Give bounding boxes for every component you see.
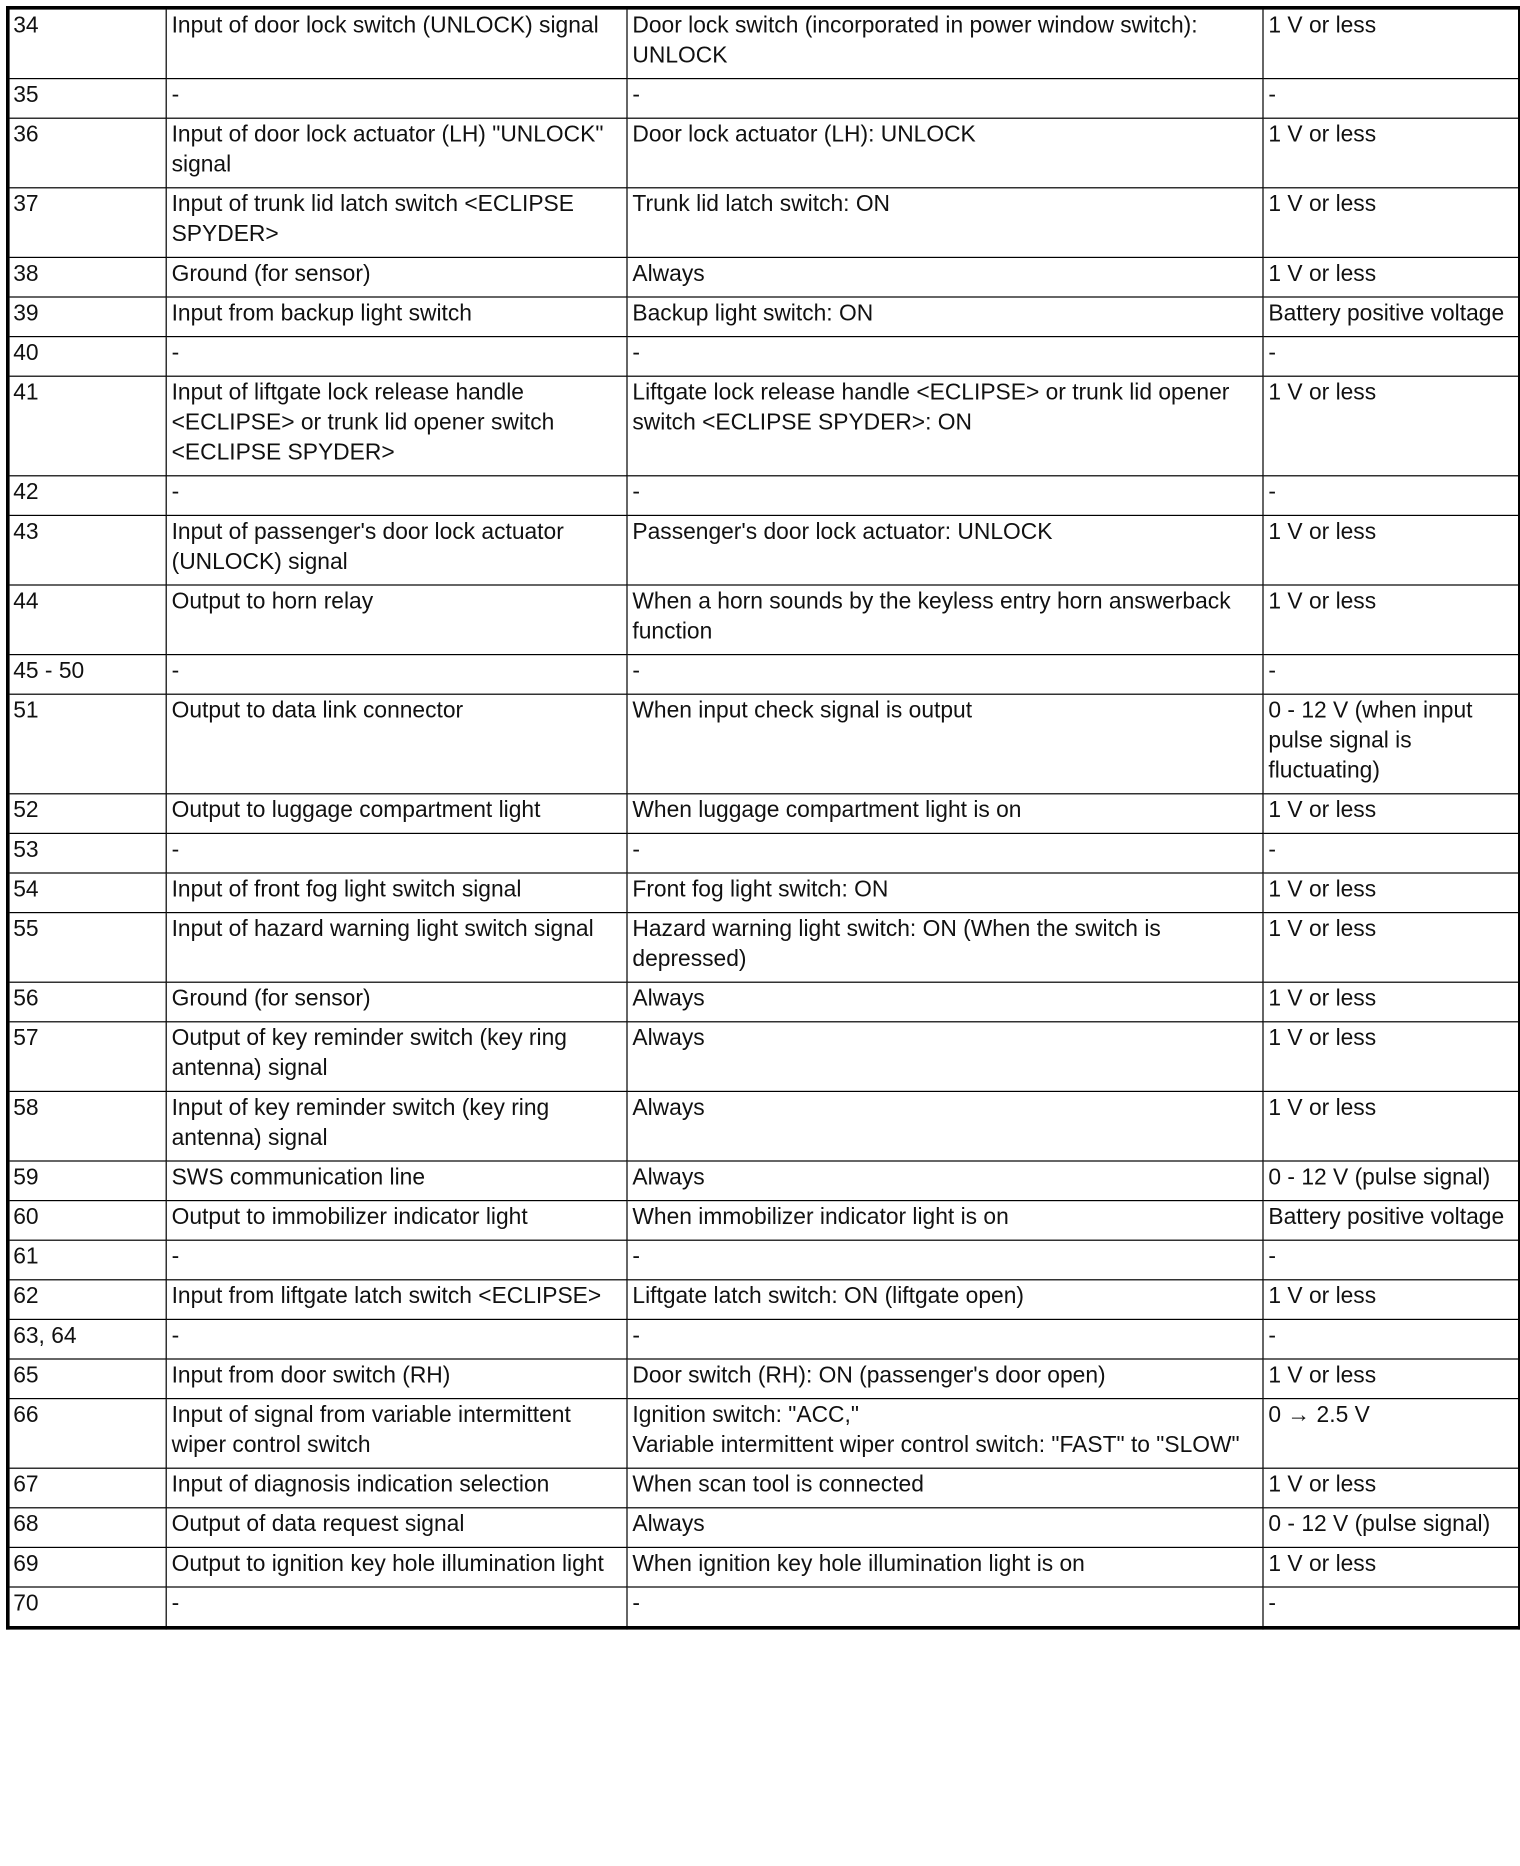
signal-function-cell: Ground (for sensor) bbox=[166, 257, 627, 297]
terminal-number-cell: 69 bbox=[8, 1547, 166, 1587]
signal-function-cell: Input of passenger's door lock actuator (UNLOCK) signal bbox=[166, 515, 627, 585]
terminal-number-cell: 68 bbox=[8, 1508, 166, 1548]
normal-value-cell: - bbox=[1263, 1319, 1520, 1359]
signal-function-cell: Output to ignition key hole illumination light bbox=[166, 1547, 627, 1587]
signal-function-cell: Input from backup light switch bbox=[166, 297, 627, 337]
table-row bbox=[8, 585, 1520, 655]
table-row bbox=[8, 873, 1520, 913]
check-condition-cell: Always bbox=[627, 257, 1263, 297]
signal-function-cell: - bbox=[166, 1587, 627, 1628]
signal-function-cell: Output of key reminder switch (key ring antenna) signal bbox=[166, 1022, 627, 1092]
table-row bbox=[8, 476, 1520, 516]
terminal-number-cell: 42 bbox=[8, 476, 166, 516]
check-condition-cell: Backup light switch: ON bbox=[627, 297, 1263, 337]
signal-function-cell: - bbox=[166, 476, 627, 516]
terminal-number-cell: 38 bbox=[8, 257, 166, 297]
terminal-number-cell: 62 bbox=[8, 1280, 166, 1320]
check-condition-cell: Always bbox=[627, 1161, 1263, 1201]
terminal-number-cell: 60 bbox=[8, 1201, 166, 1241]
table-body bbox=[8, 8, 1520, 1628]
terminal-number-cell: 63, 64 bbox=[8, 1319, 166, 1359]
normal-value-cell: - bbox=[1263, 337, 1520, 377]
check-condition-cell: Trunk lid latch switch: ON bbox=[627, 188, 1263, 258]
table-row bbox=[8, 8, 1520, 79]
signal-function-cell: - bbox=[166, 79, 627, 119]
signal-function-cell: Input of door lock actuator (LH) "UNLOCK" signal bbox=[166, 118, 627, 188]
normal-value-cell: 1 V or less bbox=[1263, 257, 1520, 297]
normal-value-cell: Battery positive voltage bbox=[1263, 1201, 1520, 1241]
normal-value-cell: 1 V or less bbox=[1263, 1468, 1520, 1508]
check-condition-cell: Door switch (RH): ON (passenger's door open) bbox=[627, 1359, 1263, 1399]
terminal-number-cell: 35 bbox=[8, 79, 166, 119]
normal-value-cell: 1 V or less bbox=[1263, 8, 1520, 79]
check-condition-cell: - bbox=[627, 476, 1263, 516]
signal-function-cell: Ground (for sensor) bbox=[166, 982, 627, 1022]
normal-value-cell: 0 - 12 V (when input pulse signal is fluctuating) bbox=[1263, 694, 1520, 794]
signal-function-cell: - bbox=[166, 1240, 627, 1280]
terminal-number-cell: 54 bbox=[8, 873, 166, 913]
terminal-number-cell: 37 bbox=[8, 188, 166, 258]
table-row bbox=[8, 257, 1520, 297]
signal-function-cell: Input of key reminder switch (key ring antenna) signal bbox=[166, 1091, 627, 1161]
check-condition-cell bbox=[627, 1399, 1263, 1469]
normal-value-cell: 1 V or less bbox=[1263, 982, 1520, 1022]
normal-value-cell: 1 V or less bbox=[1263, 585, 1520, 655]
check-condition-cell: - bbox=[627, 337, 1263, 377]
signal-function-cell: Input of door lock switch (UNLOCK) signal bbox=[166, 8, 627, 79]
signal-function-cell: Input of diagnosis indication selection bbox=[166, 1468, 627, 1508]
signal-function-cell: Input of hazard warning light switch signal bbox=[166, 913, 627, 983]
signal-function-cell: - bbox=[166, 337, 627, 377]
normal-value-cell: - bbox=[1263, 1587, 1520, 1628]
normal-value-cell: 0 - 12 V (pulse signal) bbox=[1263, 1161, 1520, 1201]
table-row bbox=[8, 376, 1520, 476]
check-condition-cell: Always bbox=[627, 1508, 1263, 1548]
signal-function-cell: Output to luggage compartment light bbox=[166, 794, 627, 834]
table-row bbox=[8, 188, 1520, 258]
normal-value-cell: 1 V or less bbox=[1263, 1359, 1520, 1399]
normal-value-cell: 1 V or less bbox=[1263, 794, 1520, 834]
table-row bbox=[8, 833, 1520, 873]
signal-function-cell: Input of signal from variable intermittent wiper control switch bbox=[166, 1399, 627, 1469]
terminal-number-cell: 61 bbox=[8, 1240, 166, 1280]
terminal-voltage-table bbox=[6, 6, 1520, 1630]
signal-function-cell: Output to data link connector bbox=[166, 694, 627, 794]
normal-value-cell: 1 V or less bbox=[1263, 1091, 1520, 1161]
signal-function-cell: SWS communication line bbox=[166, 1161, 627, 1201]
table-row bbox=[8, 1319, 1520, 1359]
signal-function-cell: Input of trunk lid latch switch <ECLIPSE SPYDER> bbox=[166, 188, 627, 258]
table-row bbox=[8, 1508, 1520, 1548]
normal-value-cell: 1 V or less bbox=[1263, 1022, 1520, 1092]
check-condition-cell: Hazard warning light switch: ON (When the switch is depressed) bbox=[627, 913, 1263, 983]
check-condition-cell: When a horn sounds by the keyless entry horn answerback function bbox=[627, 585, 1263, 655]
signal-function-cell: Input from liftgate latch switch <ECLIPSE> bbox=[166, 1280, 627, 1320]
signal-function-cell: Input of liftgate lock release handle <ECLIPSE> or trunk lid opener switch <ECLIPSE SPYDER> bbox=[166, 376, 627, 476]
terminal-number-cell: 67 bbox=[8, 1468, 166, 1508]
terminal-number-cell: 40 bbox=[8, 337, 166, 377]
table-row bbox=[8, 1280, 1520, 1320]
table-row bbox=[8, 1468, 1520, 1508]
check-condition-cell: - bbox=[627, 79, 1263, 119]
terminal-number-cell: 45 - 50 bbox=[8, 655, 166, 695]
normal-value-cell: 1 V or less bbox=[1263, 913, 1520, 983]
terminal-number-cell: 56 bbox=[8, 982, 166, 1022]
terminal-number-cell: 39 bbox=[8, 297, 166, 337]
signal-function-cell: Input from door switch (RH) bbox=[166, 1359, 627, 1399]
signal-function-cell: Output to immobilizer indicator light bbox=[166, 1201, 627, 1241]
table-row bbox=[8, 655, 1520, 695]
check-condition-cell: Door lock switch (incorporated in power window switch): UNLOCK bbox=[627, 8, 1263, 79]
check-condition-cell: - bbox=[627, 833, 1263, 873]
terminal-number-cell: 55 bbox=[8, 913, 166, 983]
terminal-number-cell: 66 bbox=[8, 1399, 166, 1469]
signal-function-cell: - bbox=[166, 655, 627, 695]
check-condition-cell: - bbox=[627, 1587, 1263, 1628]
check-condition-cell: When luggage compartment light is on bbox=[627, 794, 1263, 834]
check-condition-cell: Liftgate lock release handle <ECLIPSE> or trunk lid opener switch <ECLIPSE SPYDER>: ON bbox=[627, 376, 1263, 476]
check-condition-cell-line: Ignition switch: "ACC," bbox=[632, 1402, 859, 1428]
terminal-number-cell: 52 bbox=[8, 794, 166, 834]
check-condition-cell: Always bbox=[627, 982, 1263, 1022]
normal-value-cell: Battery positive voltage bbox=[1263, 297, 1520, 337]
check-condition-cell: - bbox=[627, 1319, 1263, 1359]
check-condition-cell-line: Variable intermittent wiper control switch: "FAST" to "SLOW" bbox=[632, 1432, 1240, 1458]
table-row bbox=[8, 1587, 1520, 1628]
terminal-number-cell: 57 bbox=[8, 1022, 166, 1092]
table-row bbox=[8, 794, 1520, 834]
check-condition-cell: When immobilizer indicator light is on bbox=[627, 1201, 1263, 1241]
normal-value-cell: 1 V or less bbox=[1263, 188, 1520, 258]
normal-value-cell: 1 V or less bbox=[1263, 1547, 1520, 1587]
terminal-number-cell: 43 bbox=[8, 515, 166, 585]
check-condition-cell: Always bbox=[627, 1091, 1263, 1161]
terminal-number-cell: 59 bbox=[8, 1161, 166, 1201]
table-row bbox=[8, 79, 1520, 119]
signal-function-cell: - bbox=[166, 1319, 627, 1359]
table-row bbox=[8, 1359, 1520, 1399]
normal-value-cell: - bbox=[1263, 655, 1520, 695]
normal-value-cell: 1 V or less bbox=[1263, 376, 1520, 476]
table-row bbox=[8, 297, 1520, 337]
table-row bbox=[8, 913, 1520, 983]
terminal-number-cell: 58 bbox=[8, 1091, 166, 1161]
signal-function-cell: - bbox=[166, 833, 627, 873]
normal-value-cell: 1 V or less bbox=[1263, 1280, 1520, 1320]
normal-value-cell: 1 V or less bbox=[1263, 118, 1520, 188]
table-row bbox=[8, 694, 1520, 794]
table-row bbox=[8, 982, 1520, 1022]
terminal-number-cell: 36 bbox=[8, 118, 166, 188]
table-row bbox=[8, 1161, 1520, 1201]
normal-value-cell: - bbox=[1263, 476, 1520, 516]
normal-value-cell: - bbox=[1263, 79, 1520, 119]
table-row bbox=[8, 1399, 1520, 1469]
normal-value-cell: 0 - 12 V (pulse signal) bbox=[1263, 1508, 1520, 1548]
normal-value-cell: - bbox=[1263, 833, 1520, 873]
table-row bbox=[8, 1201, 1520, 1241]
check-condition-cell: Liftgate latch switch: ON (liftgate open) bbox=[627, 1280, 1263, 1320]
signal-function-cell: Input of front fog light switch signal bbox=[166, 873, 627, 913]
table-row bbox=[8, 515, 1520, 585]
check-condition-cell: Always bbox=[627, 1022, 1263, 1092]
normal-value-cell: - bbox=[1263, 1240, 1520, 1280]
terminal-number-cell: 70 bbox=[8, 1587, 166, 1628]
signal-function-cell: Output of data request signal bbox=[166, 1508, 627, 1548]
table-row bbox=[8, 337, 1520, 377]
table-row bbox=[8, 1022, 1520, 1092]
check-condition-cell: When ignition key hole illumination light is on bbox=[627, 1547, 1263, 1587]
check-condition-cell: Door lock actuator (LH): UNLOCK bbox=[627, 118, 1263, 188]
check-condition-cell: Front fog light switch: ON bbox=[627, 873, 1263, 913]
check-condition-cell: - bbox=[627, 1240, 1263, 1280]
normal-value-cell: 1 V or less bbox=[1263, 873, 1520, 913]
table-row bbox=[8, 1547, 1520, 1587]
check-condition-cell: When input check signal is output bbox=[627, 694, 1263, 794]
terminal-number-cell: 65 bbox=[8, 1359, 166, 1399]
signal-function-cell: Output to horn relay bbox=[166, 585, 627, 655]
check-condition-cell: When scan tool is connected bbox=[627, 1468, 1263, 1508]
normal-value-cell: 1 V or less bbox=[1263, 515, 1520, 585]
table-row bbox=[8, 1240, 1520, 1280]
terminal-number-cell: 41 bbox=[8, 376, 166, 476]
terminal-number-cell: 53 bbox=[8, 833, 166, 873]
check-condition-cell: Passenger's door lock actuator: UNLOCK bbox=[627, 515, 1263, 585]
table-row bbox=[8, 118, 1520, 188]
normal-value-cell: 0 → 2.5 V bbox=[1263, 1399, 1520, 1469]
terminal-number-cell: 51 bbox=[8, 694, 166, 794]
terminal-number-cell: 44 bbox=[8, 585, 166, 655]
table-row bbox=[8, 1091, 1520, 1161]
terminal-number-cell: 34 bbox=[8, 8, 166, 79]
check-condition-cell: - bbox=[627, 655, 1263, 695]
